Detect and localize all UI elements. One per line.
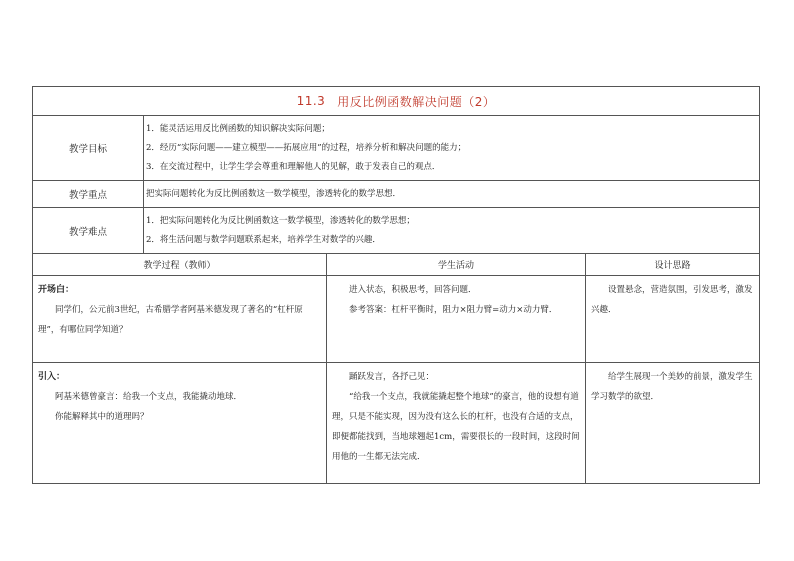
difficulties-row — [33, 208, 759, 254]
header-student: 学生活动 — [327, 254, 586, 275]
objectives-label: 教学目标 — [33, 116, 144, 180]
difficulties-content — [144, 208, 759, 253]
design-cell — [586, 276, 759, 362]
teacher-line: 阿基米德曾豪言：给我一个支点，我能撬动地球． — [55, 392, 243, 402]
student-line: “给我一个支点，我就能撬起整个地球”的豪言，他的设想有道理，只是不能实现，因为没有这么长的杠杆，也没有合适的支点，即便都能找到，当地球翘起1cm，需要很长的一段时间，这段时间用他的一生都无法完成． — [332, 392, 580, 462]
teacher-line: 你能解释其中的道理吗？ — [55, 412, 149, 422]
student-line: 进入状态，积极思考，回答问题． — [349, 285, 477, 295]
student-cell — [327, 363, 586, 483]
design-cell — [586, 363, 759, 483]
objectives-content — [144, 116, 759, 180]
table-row — [33, 276, 759, 363]
teacher-cell — [33, 363, 327, 483]
objective-item: 1．能灵活运用反比例函数的知识解决实际问题； — [146, 124, 330, 134]
difficulty-item: 1．把实际问题转化为反比例函数这一数学模型，渗透转化的数学思想； — [146, 216, 415, 226]
lesson-title — [33, 87, 759, 116]
student-line: 参考答案：杠杆平衡时，阻力×阻力臂=动力×动力臂． — [349, 305, 558, 315]
difficulty-item: 2．将生活问题与数学问题联系起来，培养学生对数学的兴趣． — [146, 235, 381, 245]
objectives-row — [33, 116, 759, 181]
key-points-content — [144, 181, 759, 207]
section-title: 开场白： — [38, 285, 75, 295]
header-teacher: 教学过程（教师） — [33, 254, 327, 275]
teacher-cell — [33, 276, 327, 362]
lesson-title-text: 用反比例函数解决问题（2） — [337, 94, 496, 109]
key-point-item: 把实际问题转化为反比例函数这一数学模型，渗透转化的数学思想． — [146, 189, 402, 199]
design-text: 给学生展现一个美妙的前景，激发学生学习数学的欲望． — [591, 372, 753, 402]
process-header-row — [33, 254, 759, 276]
lesson-number: 11.3 — [296, 94, 326, 108]
section-title: 引入： — [38, 372, 66, 382]
objective-item: 2．经历“实际问题——建立模型——拓展应用”的过程，培养分析和解决问题的能力； — [146, 143, 467, 153]
design-text: 设置悬念，营造氛围，引发思考，激发兴趣． — [591, 285, 753, 315]
objective-item: 3．在交流过程中，让学生学会尊重和理解他人的见解，敢于发表自己的观点． — [146, 162, 441, 172]
student-cell — [327, 276, 586, 362]
lesson-plan-table — [32, 86, 760, 484]
key-points-label: 教学重点 — [33, 181, 144, 207]
key-points-row — [33, 181, 759, 208]
teacher-text: 同学们，公元前3世纪，古希腊学者阿基米德发现了著名的“杠杆原理”，有哪位同学知道？ — [38, 305, 303, 335]
header-design: 设计思路 — [654, 261, 691, 271]
table-row — [33, 363, 759, 483]
student-line: 踊跃发言，各抒己见： — [349, 372, 435, 382]
difficulties-label: 教学难点 — [33, 208, 144, 253]
